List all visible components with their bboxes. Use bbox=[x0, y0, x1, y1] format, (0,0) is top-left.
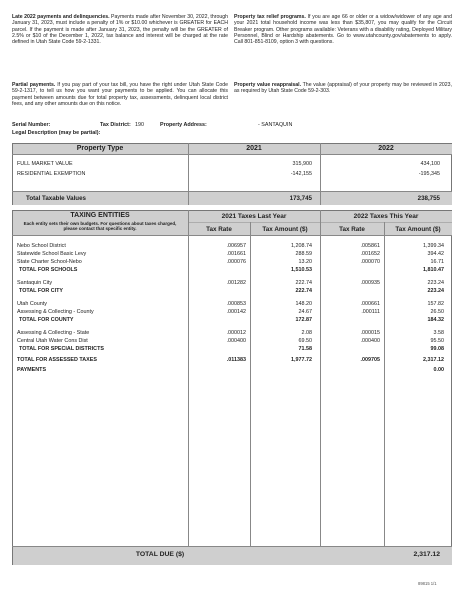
entity-amount-2022: 223.24 bbox=[427, 280, 444, 286]
partial-payments-paragraph bbox=[12, 82, 228, 107]
entity-amount-2021: 288.59 bbox=[295, 251, 312, 257]
property-row-label: RESIDENTIAL EXEMPTION bbox=[17, 171, 86, 177]
late-payments-paragraph bbox=[12, 14, 228, 45]
property-row-2021: 315,900 bbox=[292, 161, 312, 167]
entity-rate-2021: .001661 bbox=[226, 251, 246, 257]
last-year-header: 2021 Taxes Last Year bbox=[221, 213, 287, 220]
entity-amount-2021: 222.74 bbox=[295, 280, 312, 286]
entity-name: Utah County bbox=[17, 301, 47, 307]
year-2022-header: 2022 bbox=[378, 145, 394, 152]
entity-amount-2022: 1,399.34 bbox=[423, 243, 444, 249]
entity-rate-2021: .000142 bbox=[226, 309, 246, 315]
year-2021-header: 2021 bbox=[246, 145, 262, 152]
property-type-header: Property Type bbox=[76, 145, 124, 152]
entity-rate-2022: .005861 bbox=[360, 243, 380, 249]
entity-rate-2022: .000935 bbox=[360, 280, 380, 286]
legal-description-label: Legal Description (may be partial): bbox=[12, 130, 101, 136]
tax-amount-header: Tax Amount ($) bbox=[262, 225, 308, 233]
entity-rate-2022: .000070 bbox=[360, 259, 380, 265]
reappraisal-body: The value (appraisal) of your property may be reviewed in 2023, as required by Utah State Code 59-2-303. bbox=[234, 82, 452, 95]
tax-district-value: 190 bbox=[135, 122, 144, 128]
entity-amount-2021: 13.20 bbox=[298, 259, 312, 265]
entity-rate-2022: .001652 bbox=[360, 251, 380, 257]
total-taxable-2021: 173,745 bbox=[289, 194, 312, 202]
entity-name: TOTAL FOR ASSESSED TAXES bbox=[17, 357, 97, 363]
entity-amount-2021: 1,977.72 bbox=[291, 357, 312, 363]
entity-amount-2022: 1,810.47 bbox=[423, 267, 444, 273]
entity-name: Assessing & Collecting - County bbox=[17, 309, 94, 315]
property-address-label: Property Address: bbox=[160, 122, 207, 128]
this-year-header: 2022 Taxes This Year bbox=[353, 213, 419, 220]
entity-rate-2021: .011383 bbox=[226, 357, 246, 363]
entity-amount-2021: 69.50 bbox=[298, 338, 312, 344]
entity-rate-2022: .009705 bbox=[360, 357, 380, 363]
property-row-2022: 434,100 bbox=[420, 161, 440, 167]
total-taxable-2022: 238,755 bbox=[417, 194, 440, 202]
serial-label: Serial Number: bbox=[12, 122, 51, 128]
entity-rate-2022: .000400 bbox=[360, 338, 380, 344]
reappraisal-heading: Property value reappraisal. bbox=[234, 82, 302, 88]
entity-name: TOTAL FOR SCHOOLS bbox=[19, 267, 78, 273]
entity-name: TOTAL FOR CITY bbox=[19, 288, 64, 294]
property-row-2022: -195,345 bbox=[418, 171, 440, 177]
entity-amount-2021: 148.20 bbox=[295, 301, 312, 307]
tax-rate-header: Tax Rate bbox=[206, 225, 232, 233]
late-payments-body: Payments made after November 30, 2022, through January 31, 2023, must include a penalty of 1% or $10.00 whichever is GREATER for EACH parcel. If the payment is made after January 31, 2023, the penalty will be the GREATER of 2.5% or $10 of the December 1, 2022, tax balance and interest will be charged at the rate defined in Utah State Code 59-2-1331. bbox=[12, 14, 228, 46]
total-due-label: TOTAL DUE ($) bbox=[135, 551, 185, 558]
late-payments-heading: Late 2022 payments and delinquencies. bbox=[12, 14, 110, 20]
entity-amount-2022: 223.24 bbox=[427, 288, 444, 294]
entity-amount-2022: 2,317.12 bbox=[423, 357, 444, 363]
entity-name: TOTAL FOR SPECIAL DISTRICTS bbox=[19, 346, 104, 352]
property-row-2021: -142,155 bbox=[290, 171, 312, 177]
partial-payments-body: If you pay part of your tax bill, you have the right under Utah State Code 59-2-1317, to tell us how you want your payments to be applied. You can allocate this payment between amounts due for total property tax, assessments, delinquent local district fees, and any other amounts due on this notice. bbox=[12, 82, 228, 107]
entity-amount-2022: 16.71 bbox=[430, 259, 444, 265]
reappraisal-paragraph bbox=[234, 82, 452, 95]
tax-rate-header: Tax Rate bbox=[339, 225, 365, 233]
entity-amount-2021: 1,510.53 bbox=[291, 267, 312, 273]
entity-rate-2022: .000111 bbox=[361, 309, 380, 315]
entity-name: State Charter School-Nebo bbox=[17, 259, 82, 265]
entity-rate-2022: .000015 bbox=[360, 330, 380, 336]
partial-payments-heading: Partial payments. bbox=[12, 82, 56, 88]
total-taxable-label: Total Taxable Values bbox=[26, 194, 86, 202]
taxing-entities-header: TAXING ENTITIES bbox=[70, 212, 130, 219]
entity-rate-2021: .006957 bbox=[226, 243, 246, 249]
entity-amount-2021: 24.67 bbox=[298, 309, 312, 315]
tax-district-label: Tax District: bbox=[100, 122, 131, 128]
property-address-value: - SANTAQUIN bbox=[258, 122, 293, 128]
entity-amount-2022: 26.50 bbox=[430, 309, 444, 315]
entity-rate-2021: .000076 bbox=[226, 259, 246, 265]
entity-amount-2022: 99.08 bbox=[430, 346, 444, 352]
entity-amount-2022: 0.00 bbox=[433, 367, 444, 373]
entity-amount-2022: 157.82 bbox=[427, 301, 444, 307]
page-code: 89815 1/1 bbox=[418, 581, 437, 586]
relief-programs-paragraph bbox=[234, 14, 452, 45]
entity-amount-2021: 1,208.74 bbox=[291, 243, 312, 249]
entity-amount-2022: 95.50 bbox=[430, 338, 444, 344]
taxing-entities-subheader: Each entity sets their own budgets. For questions about taxes charged, please contact that specific entity. bbox=[23, 221, 177, 231]
entity-rate-2021: .000400 bbox=[226, 338, 246, 344]
entity-name: Santaquin City bbox=[17, 280, 53, 286]
entity-rate-2021: .001282 bbox=[226, 280, 246, 286]
entity-name: Assessing & Collecting - State bbox=[17, 330, 90, 336]
entity-amount-2021: 222.74 bbox=[295, 288, 312, 294]
entity-amount-2022: 3.58 bbox=[433, 330, 444, 336]
tax-amount-header: Tax Amount ($) bbox=[395, 225, 441, 233]
entity-name: Central Utah Water Cons Dist bbox=[17, 338, 88, 344]
relief-programs-heading: Property tax relief programs. bbox=[234, 14, 306, 20]
entity-name: PAYMENTS bbox=[17, 367, 47, 373]
property-row-label: FULL MARKET VALUE bbox=[17, 161, 73, 167]
entity-name: Nebo School District bbox=[17, 243, 66, 249]
entity-amount-2021: 71.58 bbox=[298, 346, 312, 352]
entity-rate-2021: .000853 bbox=[226, 301, 246, 307]
entity-amount-2021: 2.08 bbox=[301, 330, 312, 336]
total-due-value: 2,317.12 bbox=[413, 551, 440, 558]
entity-rate-2022: .000661 bbox=[360, 301, 380, 307]
entity-name: TOTAL FOR COUNTY bbox=[19, 317, 74, 323]
entity-amount-2022: 394.42 bbox=[427, 251, 444, 257]
relief-programs-body: If you are age 66 or older or a widow/widower of any age and your 2021 total household income was less than $35,807, you may qualify for the Circuit Breaker program. Other programs available: Veterans with a disability rating, Deployed Military Personnel, Blind or Hardship abatements. Go to www.utahcounty.gov/abatements to apply. Call 801-851-8109, option 3 with questions. bbox=[234, 14, 452, 46]
entity-amount-2021: 172.87 bbox=[295, 317, 312, 323]
entity-name: Statewide School Basic Levy bbox=[17, 251, 87, 257]
entity-rate-2021: .000012 bbox=[226, 330, 246, 336]
entity-amount-2022: 184.32 bbox=[427, 317, 444, 323]
